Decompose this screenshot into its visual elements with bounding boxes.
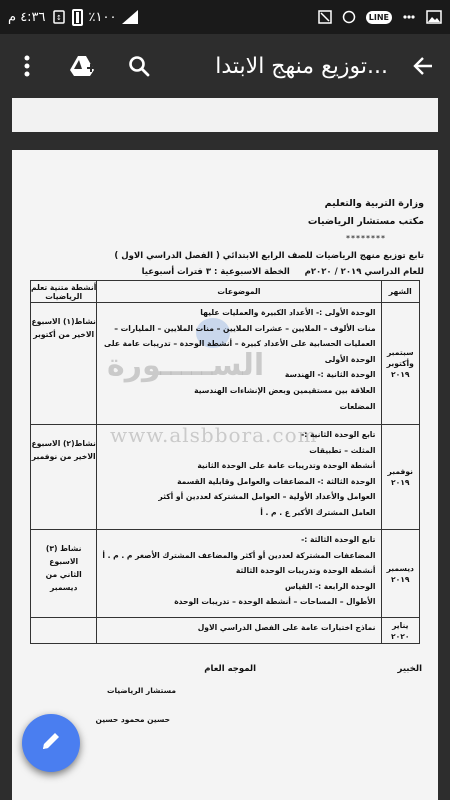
month-cell	[381, 618, 419, 644]
watermark-brand: الســـــورة	[107, 348, 265, 383]
topics-cell	[97, 425, 381, 530]
status-bar	[0, 0, 450, 34]
office-heading: مكتب مستشار الرياضيات	[307, 216, 424, 227]
document-viewer[interactable]	[0, 98, 450, 800]
month-label: ديسمبر ٢٠١٩	[386, 563, 414, 584]
table-row	[31, 303, 420, 425]
header-month: الشهر	[381, 281, 419, 303]
month-label: سبتمبر وأكتوبر ٢٠١٩	[386, 348, 414, 379]
topic-line: الأطوال – المساحات – أنشطة الوحدة – تدريبات الوحدة	[174, 597, 376, 607]
notification-icon	[318, 10, 332, 24]
activity-line: نشاط(١) الاسبوع	[31, 317, 96, 326]
image-icon	[426, 10, 442, 24]
watermark-url: www.alsbbora.com	[110, 423, 318, 447]
edit-pencil-icon	[40, 730, 62, 756]
activity-line: الاخير من نوفمبر	[31, 452, 96, 461]
activity-line: الثاني من ديسمبر	[45, 570, 82, 592]
activity-line: نشاط (٣) الاسبوع	[45, 544, 82, 566]
advisor-name: حسين محمود حسين	[95, 715, 170, 724]
table-header-row	[31, 281, 420, 303]
month-cell	[381, 425, 419, 530]
activity-line: الاخير من أكتوبر	[33, 330, 95, 339]
stars-divider: ********	[346, 234, 386, 243]
month-cell	[381, 303, 419, 425]
topic-line: الوحدة الرابعة :- القياس	[284, 581, 376, 591]
topics-cell	[97, 530, 381, 618]
topic-line: الوحدة الأولى	[324, 354, 376, 364]
more-vert-icon[interactable]	[10, 49, 44, 83]
search-icon[interactable]	[122, 49, 156, 83]
topic-line: نماذج اختبارات عامة على الفصل الدراسي الاول	[197, 623, 376, 632]
topic-line: المضاعفات المشتركة لعددين أو أكثر والمضاعف المشترك الأصغر م . م . أ	[102, 550, 376, 560]
activity-line: نشاط(٢) الاسبوع	[31, 439, 96, 448]
topic-line: الوحدة الأولى :- الأعداد الكبيرة والعمليات عليها	[200, 308, 376, 317]
topic-line: الوحدة الثالثة :- المضاعفات والعوامل وقابلية القسمة	[177, 476, 376, 486]
line-icon: LINE	[366, 11, 392, 24]
general-supervisor-label: الموجه العام	[204, 664, 256, 674]
advisor-title: مستشار الرياضيات	[106, 686, 176, 695]
table-row	[31, 618, 420, 644]
topics-cell	[97, 303, 381, 425]
plan-subtitle	[142, 267, 424, 277]
battery-level: ٪١٠٠	[88, 9, 117, 25]
status-right	[318, 10, 442, 24]
topic-line: تابع الوحدة الثالثة :-	[301, 535, 376, 544]
month-label: نوفمبر ٢٠١٩	[387, 467, 413, 487]
topic-line: العلاقة بين مستقيمين وبعض الإنشاءات الهندسية	[194, 385, 376, 395]
edit-fab-button[interactable]	[22, 714, 80, 772]
topic-line: الوحدة الثانية :- الهندسة	[284, 370, 376, 380]
header-topics: الموضوعات	[97, 281, 381, 303]
clock: ٤:٣٦ م	[8, 9, 46, 25]
status-left	[8, 9, 138, 26]
whatsapp-icon	[342, 10, 356, 24]
dots-icon	[402, 10, 416, 24]
activity-cell	[31, 618, 97, 644]
month-label: يناير ٢٠٢٠	[390, 620, 410, 641]
ministry-heading: وزارة التربية والتعليم	[324, 198, 424, 209]
topic-line: العوامل والأعداد الأولية – العوامل المشتركة لعددين أو أكثر	[158, 492, 376, 502]
topic-line: أنشطة الوحدة وتدريبات الوحدة الثالثة	[235, 566, 376, 576]
table-row	[31, 425, 420, 530]
document-page	[12, 150, 438, 800]
topic-line: المثلث – تطبيقات	[309, 445, 376, 455]
activity-cell	[31, 425, 97, 530]
arrow-back-icon[interactable]	[406, 49, 440, 83]
battery-icon	[72, 9, 83, 26]
signal-icon	[122, 10, 138, 24]
academic-year: للعام الدراسي ٢٠١٩ / ٢٠٢٠م	[304, 267, 424, 277]
activity-cell	[31, 303, 97, 425]
topics-cell	[97, 618, 381, 644]
app-bar-actions	[10, 49, 156, 83]
topic-line: المضلعات	[339, 401, 376, 411]
document-title: توزيع منهج الابتدا...	[215, 53, 388, 79]
drive-add-icon[interactable]	[66, 49, 100, 83]
activity-cell	[31, 530, 97, 618]
topic-line: تابع الوحدة الثانية :-	[301, 430, 376, 439]
topic-line: أنشطة الوحدة وتدريبات عامة على الوحدة الثانية	[197, 461, 376, 471]
plan-title: تابع توزيع منهج الرياضيات للصف الرابع الابتدائي ( الفصل الدراسي الاول )	[114, 251, 424, 261]
topic-line: العمليات الحسابية على الأعداد كبيرة – أنشطة الوحدة – تدريبات عامة على	[104, 339, 376, 349]
sim-icon	[52, 10, 66, 24]
topic-line: العامل المشترك الأكبر ع . م . أ	[260, 507, 376, 517]
topic-line: منات الألوف – الملايين – عشرات الملايين – منات الملايين – المليارات –	[114, 323, 376, 333]
table-row	[31, 530, 420, 618]
header-activities: أنشطة متنية تعلم الرياضيات	[31, 282, 97, 301]
weekly-plan: الخطة الاسبوعية : ٣ فترات أسبوعيا	[141, 267, 290, 277]
previous-page-edge	[12, 98, 438, 132]
curriculum-table	[30, 280, 420, 644]
svg-text:↕: ↕	[55, 14, 62, 22]
month-cell	[381, 530, 419, 618]
expert-label: الخبير	[397, 664, 422, 674]
app-bar	[0, 34, 450, 98]
